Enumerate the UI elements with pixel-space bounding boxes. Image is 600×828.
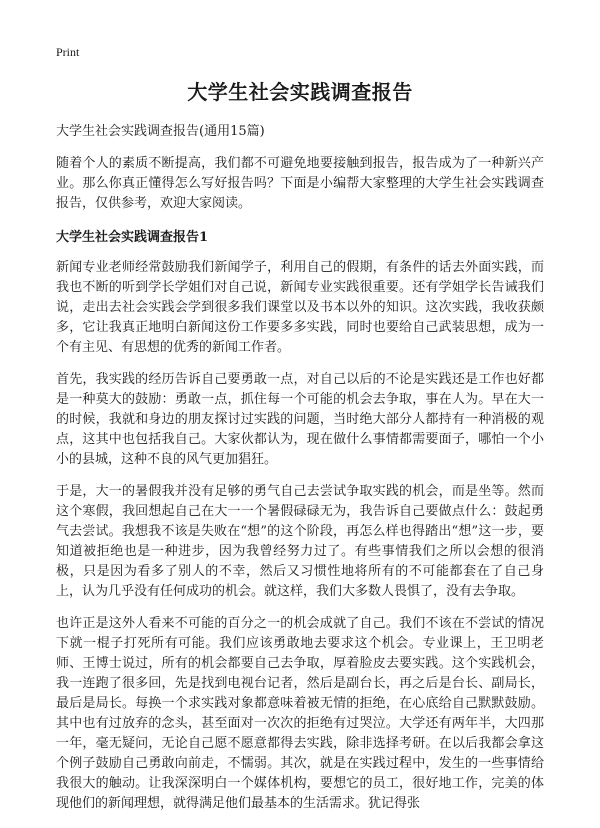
- print-label[interactable]: Print: [56, 45, 80, 59]
- body-paragraph-4: 也许正是这外人看来不可能的百分之一的机会成就了自己。我们不该在不尝试的情况下就一棍子打死所有可能。我们应该勇敢地去要求这个机会。专业课上，王卫明老师、王博士说过，所有的机会都要自己去争取，厚着脸皮去要实践。这个实践机会，我一连跑了很多回，先是找到电视台记者，然后是副台长，再之后是台长、副局长，最后是局长。每换一个求实践对象都意味着被无情的拒绝，在心底给自己默默鼓励。其中也有过放弃的念头，甚至面对一次次的拒绝有过哭泣。大学还有两年半，大四那一年，毫无疑问，无论自己愿不愿意都得去实践，除非选择考研。在以后我都会拿这个例子鼓励自己勇敢向前走，不懦弱。其次，就是在实践过程中，发生的一些事情给我很大的触动。让我深深明白一个媒体机构，要想它的员工，很好地工作，完美的体现他们的新闻理想，就得满足他们最基本的生活需求。犹记得张: [56, 616, 544, 811]
- intro-paragraph: 随着个人的素质不断提高，我们都不可避免地要接触到报告，报告成为了一种新兴产业。那么你真正懂得怎么写好报告吗？下面是小编帮大家整理的大学生社会实践调查报告，仅供参考，欢迎大家阅读。: [56, 156, 544, 211]
- body-paragraph-1: 新闻专业老师经常鼓励我们新闻学子，利用自己的假期，有条件的话去外面实践，而我也不断的听到学长学姐们对自己说，新闻专业实践很重要。还有学姐学长告诫我们说，走出去社会实践会学到很多我们课堂以及书本以外的知识。这次实践，我收获颇多，它让我真正地明白新闻这份工作要多多实践，同时也要给自己武装思想，成为一个有主见、有思想的优秀的新闻工作者。: [56, 260, 544, 355]
- document-title: 大学生社会实践调查报告: [187, 80, 413, 104]
- section-heading: 大学生社会实践调查报告1: [56, 230, 209, 245]
- document-subtitle: 大学生社会实践调查报告(通用15篇): [56, 124, 265, 139]
- body-paragraph-2: 首先，我实践的经历告诉自己要勇敢一点，对自己以后的不论是实践还是工作也好都是一种莫大的鼓励：勇敢一点，抓住每一个可能的机会去争取，事在人为。早在大一的时候，我就和身边的朋友探讨过实践的问题，当时绝大部分人都持有一种消极的观点，这其中也包括我自己。大家伙都认为，现在做什么事情都需要面子，哪怕一个小小的县城，这种不良的风气更加猖狂。: [56, 372, 544, 467]
- body-paragraph-3: 于是，大一的暑假我并没有足够的勇气自己去尝试争取实践的机会，而是坐等。然而这个寒假，我回想起自己在大一一个暑假碌碌无为，我告诉自己要做点什么：鼓起勇气去尝试。我想我不该是失败在“想”的这个阶段，再怎么样也得踏出“想”这一步，要知道被拒绝也是一种进步，因为我曾经努力过了。有些事情我们之所以会想的很消极，只是因为看多了别人的不幸，然后又习惯性地将所有的不可能都套在了自己身上，认为几乎没有任何成功的机会。就这样，我们大多数人畏惧了，没有去争取。: [56, 484, 544, 599]
